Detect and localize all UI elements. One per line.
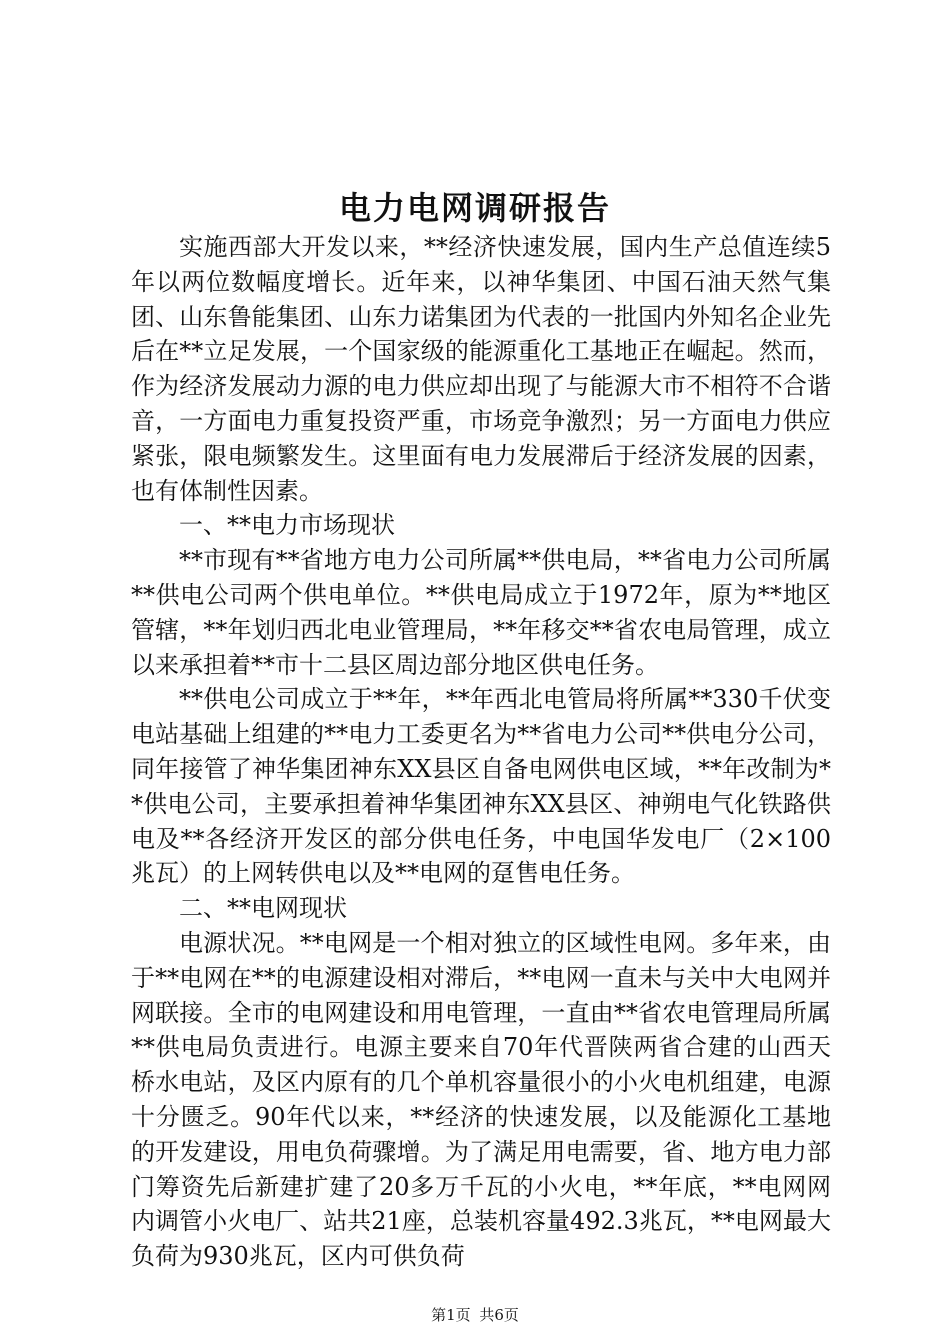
page-footer <box>0 1304 950 1325</box>
paragraph-intro: 实施西部大开发以来，**经济快速发展，国内生产总值连续5年以两位数幅度增长。近年来，以神华集团、中国石油天然气集团、山东鲁能集团、山东力诺集团为代表的一批国内外知名企业先后在**立足发展，一个国家级的能源重化工基地正在崛起。然而，作为经济发展动力源的电力供应却出现了与能源大市不相符不合谐音，一方面电力重复投资严重，市场竞争激烈；另一方面电力供应紧张，限电频繁发生。这里面有电力发展滞后于经济发展的因素，也有体制性因素。 <box>131 233 831 505</box>
paragraph-grid-status: 电源状况。**电网是一个相对独立的区域性电网。多年来，由于**电网在**的电源建设相对滞后，**电网一直未与关中大电网并网联接。全市的电网建设和用电管理，一直由**省农电管理局所属**供电局负责进行。电源主要来自70年代晋陕两省合建的山西天桥水电站，及区内原有的几个单机容量很小的小火电机组建，电源十分匮乏。90年代以来，**经济的快速发展，以及能源化工基地的开发建设，用电负荷骤增。为了满足用电需要，省、地方电力部门筹资先后新建扩建了20多万千瓦的小火电，**年底，**电网网内调管小火电厂、站共21座，总装机容量492.3兆瓦，**电网最大负荷为930兆瓦，区内可供负荷 <box>131 928 831 1271</box>
paragraph-power-market-1: **市现有**省地方电力公司所属**供电局，**省电力公司所属**供电公司两个供电单位。**供电局成立于1972年，原为**地区管辖，**年划归西北电业管理局，**年移交**省农电局管理，成立以来承担着**市十二县区周边部分地区供电任务。 <box>131 546 831 679</box>
page-number: 第1页 <box>431 1306 471 1324</box>
page-total: 共6页 <box>479 1306 519 1324</box>
document-body <box>131 230 831 1274</box>
document-title: 电力电网调研报告 <box>338 189 611 227</box>
section-heading-2: 二、**电网现状 <box>179 894 347 923</box>
section-heading-1: 一、**电力市场现状 <box>179 511 395 540</box>
paragraph-power-market-2: **供电公司成立于**年，**年西北电管局将所属**330千伏变电站基础上组建的**电力工委更名为**省电力公司**供电分公司，同年接管了神华集团神东XX县区自备电网供电区域，**年改制为**供电公司，主要承担着神华集团神东XX县区、神朔电气化铁路供电及**各经济开发区的部分供电任务，中电国华发电厂（2×100兆瓦）的上网转供电以及**电网的趸售电任务。 <box>131 685 831 888</box>
